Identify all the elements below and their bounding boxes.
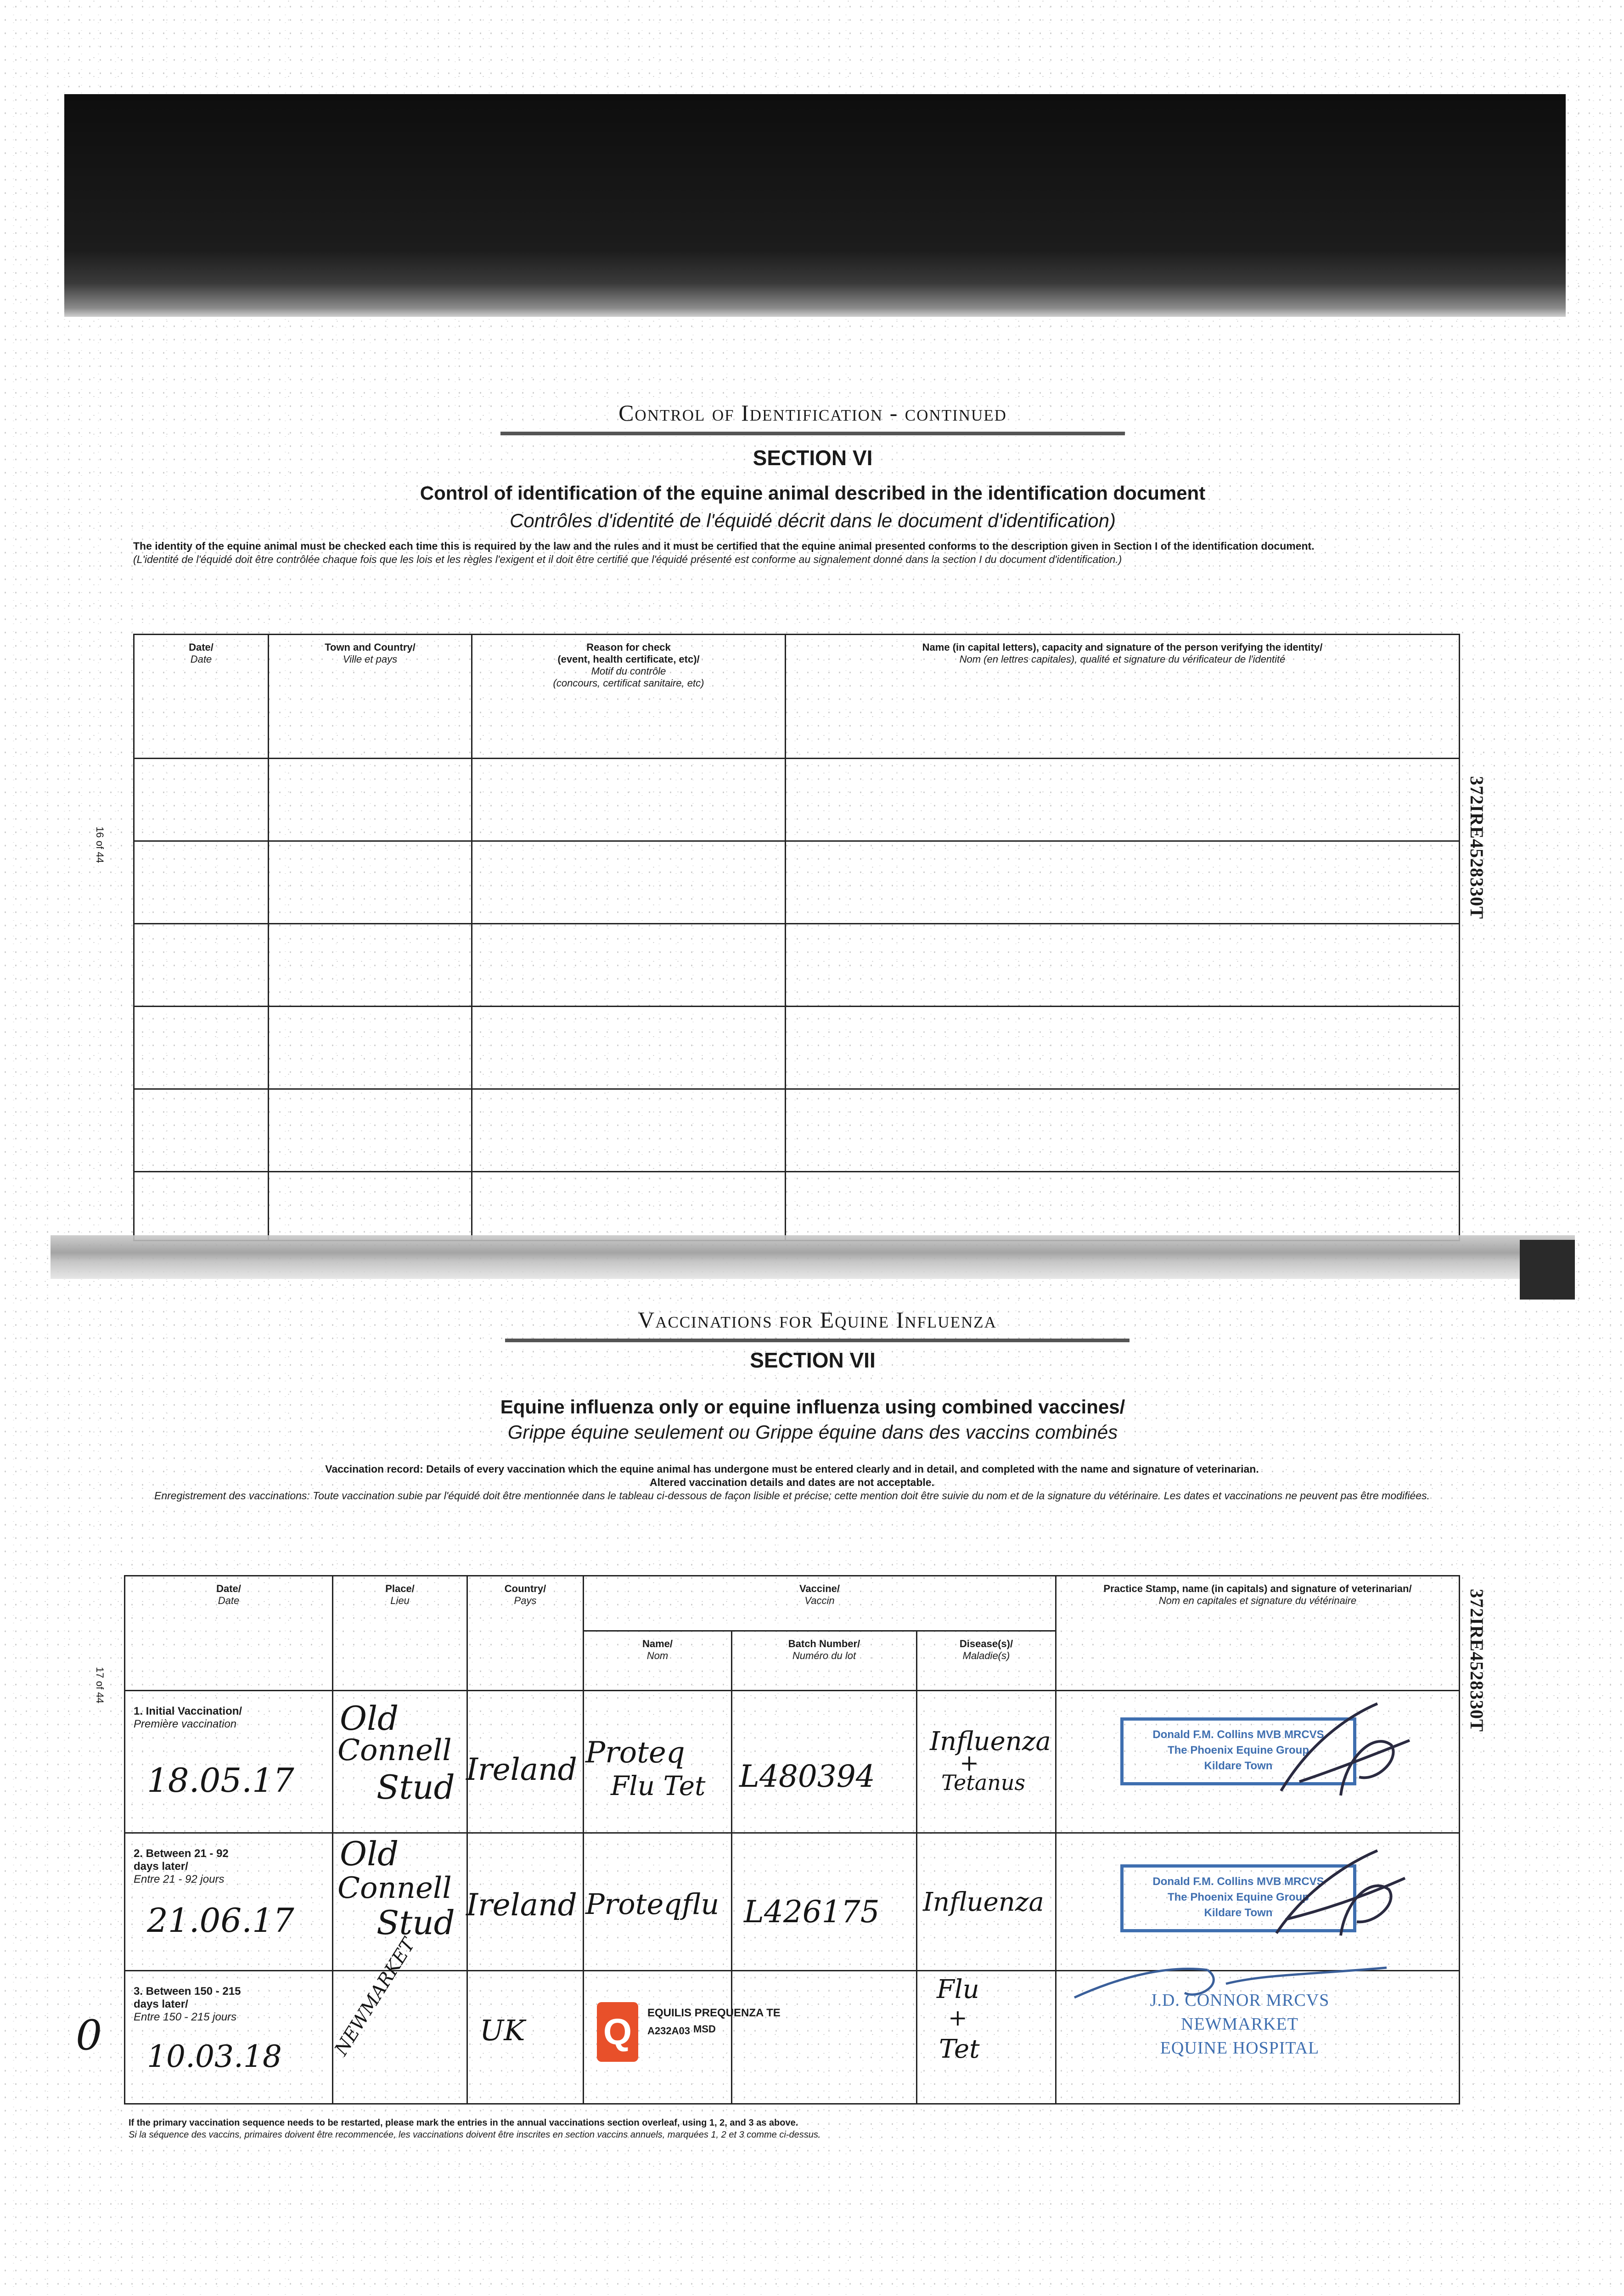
vcol-country-header: Country/ Pays xyxy=(504,1583,546,1606)
table-row xyxy=(134,759,1460,841)
row3-disease-1: Flu xyxy=(937,1975,979,2004)
row1-batch: L480394 xyxy=(739,1759,875,1794)
row1-label: 1. Initial Vaccination/ Première vaccination xyxy=(134,1705,242,1730)
page-fold xyxy=(51,1235,1575,1279)
section6-note xyxy=(133,540,1451,566)
col-reason-header: Reason for check (event, health certificate, etc)/ Motif du contrôle (concours, certificat sanitaire, etc) xyxy=(553,642,704,689)
table-row xyxy=(134,924,1460,1007)
section7-side-code: 372IRE4528330T xyxy=(1467,1589,1487,1732)
row3-disease-3: Tet xyxy=(939,2034,980,2064)
row3-vet-stamp: J.D. CONNOR MRCVS NEWMARKET EQUINE HOSPITAL xyxy=(1150,1991,1330,2058)
section7-footer-en: If the primary vaccination sequence needs to be restarted, please mark the entries in the annual vaccinations section overleaf, using 1, 2, and 3 as above. xyxy=(129,2118,798,2128)
row1-vaccine-name-1: Proteq xyxy=(585,1736,685,1770)
col-town-header: Town and Country/ Ville et pays xyxy=(325,642,416,665)
vcol-place-header: Place/ Lieu xyxy=(385,1583,415,1606)
section7-note-en2: Altered vaccination details and dates are not acceptable. xyxy=(650,1476,934,1488)
row1-place-1: Old xyxy=(340,1699,399,1738)
section6-page-number: 16 of 44 xyxy=(94,827,106,863)
row1-date: 18.05.17 xyxy=(147,1761,294,1800)
section7-footer xyxy=(129,2117,1322,2141)
section6-note-en: The identity of the equine animal must be checked each time this is required by the law and the rules and it must be certified that the equine animal presented conforms to the description given in Section I of the identification document. xyxy=(133,540,1315,552)
col-verifier-header: Name (in capital letters), capacity and signature of the person verifying the identity/ Nom (en lettres capitales), qualité et signature du vérificateur de l'identité xyxy=(922,642,1323,665)
section6-side-code: 372IRE4528330T xyxy=(1467,776,1487,919)
row2-vet-stamp: Donald F.M. Collins MVB MRCVS The Phoenix Equine Group Kildare Town xyxy=(1120,1864,1356,1932)
row1-place-2: Connell xyxy=(337,1733,452,1767)
vcol-stamp-header: Practice Stamp, name (in capitals) and signature of veterinarian/ Nom en capitales et signature du vétérinaire xyxy=(1103,1583,1412,1606)
row1-country: Ireland xyxy=(466,1752,577,1787)
row2-place-1: Old xyxy=(340,1835,399,1873)
section7-footer-fr: Si la séquence des vaccins, primaires doivent être recommencée, les vaccinations doivent être inscrites en section vaccins annuels, marquées 1, 2 et 3 comme ci-dessus. xyxy=(129,2130,821,2140)
row3-disease-2: + xyxy=(948,2004,967,2031)
table-row xyxy=(134,1007,1460,1089)
section7-note-en: Vaccination record: Details of every vaccination which the equine animal has undergone must be entered clearly and in detail, and completed with the name and signature of veterinarian. xyxy=(325,1463,1259,1475)
row1-disease-2: + xyxy=(960,1750,979,1776)
section7-page-number: 17 of 44 xyxy=(94,1667,106,1704)
vcol-disease-header: Disease(s)/ Maladie(s) xyxy=(959,1638,1013,1661)
row1-vet-stamp: Donald F.M. Collins MVB MRCVS The Phoenix Equine Group Kildare Town xyxy=(1120,1717,1356,1785)
sticker-batch: A232A03 xyxy=(647,2025,690,2037)
row2-country: Ireland xyxy=(466,1887,577,1923)
row3-margin-mark: 0 xyxy=(76,2011,102,2060)
sticker-maker: MSD xyxy=(693,2023,716,2035)
row2-place-2: Connell xyxy=(337,1871,452,1905)
section7-note xyxy=(131,1463,1453,1503)
section6-subtitle-en: Control of identification of the equine animal described in the identification document xyxy=(420,482,1206,504)
section6-label: SECTION VI xyxy=(753,446,873,470)
vcol-name-header: Name/ Nom xyxy=(642,1638,673,1661)
row2-batch: L426175 xyxy=(744,1894,880,1930)
section7-band-title: Vaccinations for Equine Influenza xyxy=(505,1306,1129,1342)
section7-note-fr: Enregistrement des vaccinations: Toute vaccination subie par l'équidé doit être mentionnée dans le tableau ci-dessous de façon lisible et précise; cette mention doit être suivie du nom et de la signature du vétérinaire. Les dates et vaccinations ne peuvent pas être modifiées. xyxy=(154,1490,1430,1502)
vcol-batch-header: Batch Number/ Numéro du lot xyxy=(788,1638,860,1661)
row3-country: UK xyxy=(480,2014,525,2047)
section6-subtitle-fr: Contrôles d'identité de l'équidé décrit dans le document d'identification) xyxy=(510,510,1116,531)
sticker-product: EQUILIS PREQUENZA TE xyxy=(647,2007,781,2019)
section6-note-fr: (L'identité de l'équidé doit être contrôlée chaque fois que les lois et les règles l'exigent et il doit être certifié que l'équidé présenté est conforme au signalement donné dans la section I du document d'identification.) xyxy=(133,553,1122,565)
row1-disease-3: Tetanus xyxy=(941,1770,1026,1795)
table-row xyxy=(134,1172,1460,1241)
section7-subtitle-fr: Grippe équine seulement ou Grippe équine dans des vaccins combinés xyxy=(507,1421,1118,1443)
scanner-shadow-bar xyxy=(64,94,1566,317)
vcol-date-header: Date/ Date xyxy=(216,1583,241,1606)
row3-label: 3. Between 150 - 215 days later/ Entre 150 - 215 jours xyxy=(134,1985,241,2023)
section6-band-title: Control of Identification - continued xyxy=(500,400,1125,435)
vaccine-logo-icon: Q xyxy=(597,2002,638,2062)
row2-signature xyxy=(1267,1832,1414,1952)
row2-vaccine-name: Proteqflu xyxy=(585,1887,719,1921)
col-date-header: Date/ Date xyxy=(189,642,214,665)
row2-place-3: Stud xyxy=(376,1903,455,1942)
row3-date: 10.03.18 xyxy=(147,2039,282,2074)
fold-shadow xyxy=(1520,1240,1575,1300)
vcol-vaccine-header: Vaccine/ Vaccin xyxy=(799,1583,840,1606)
section7-label: SECTION VII xyxy=(750,1348,876,1372)
row1-disease-1: Influenza xyxy=(930,1727,1051,1756)
section7-subtitle-en: Equine influenza only or equine influenza using combined vaccines/ xyxy=(500,1396,1125,1418)
row2-date: 21.06.17 xyxy=(147,1901,294,1940)
row2-disease: Influenza xyxy=(923,1887,1044,1917)
row1-place-3: Stud xyxy=(376,1768,455,1806)
table-row xyxy=(134,1089,1460,1172)
vaccine-sticker xyxy=(597,2002,900,2066)
row1-signature xyxy=(1272,1690,1419,1809)
identification-check-table xyxy=(133,634,1460,1241)
table-row xyxy=(134,841,1460,924)
row2-label: 2. Between 21 - 92 days later/ Entre 21 - 92 jours xyxy=(134,1847,229,1885)
row1-vaccine-name-2: Flu Tet xyxy=(611,1770,706,1801)
row3-place: NEWMARKET xyxy=(331,1935,420,2060)
